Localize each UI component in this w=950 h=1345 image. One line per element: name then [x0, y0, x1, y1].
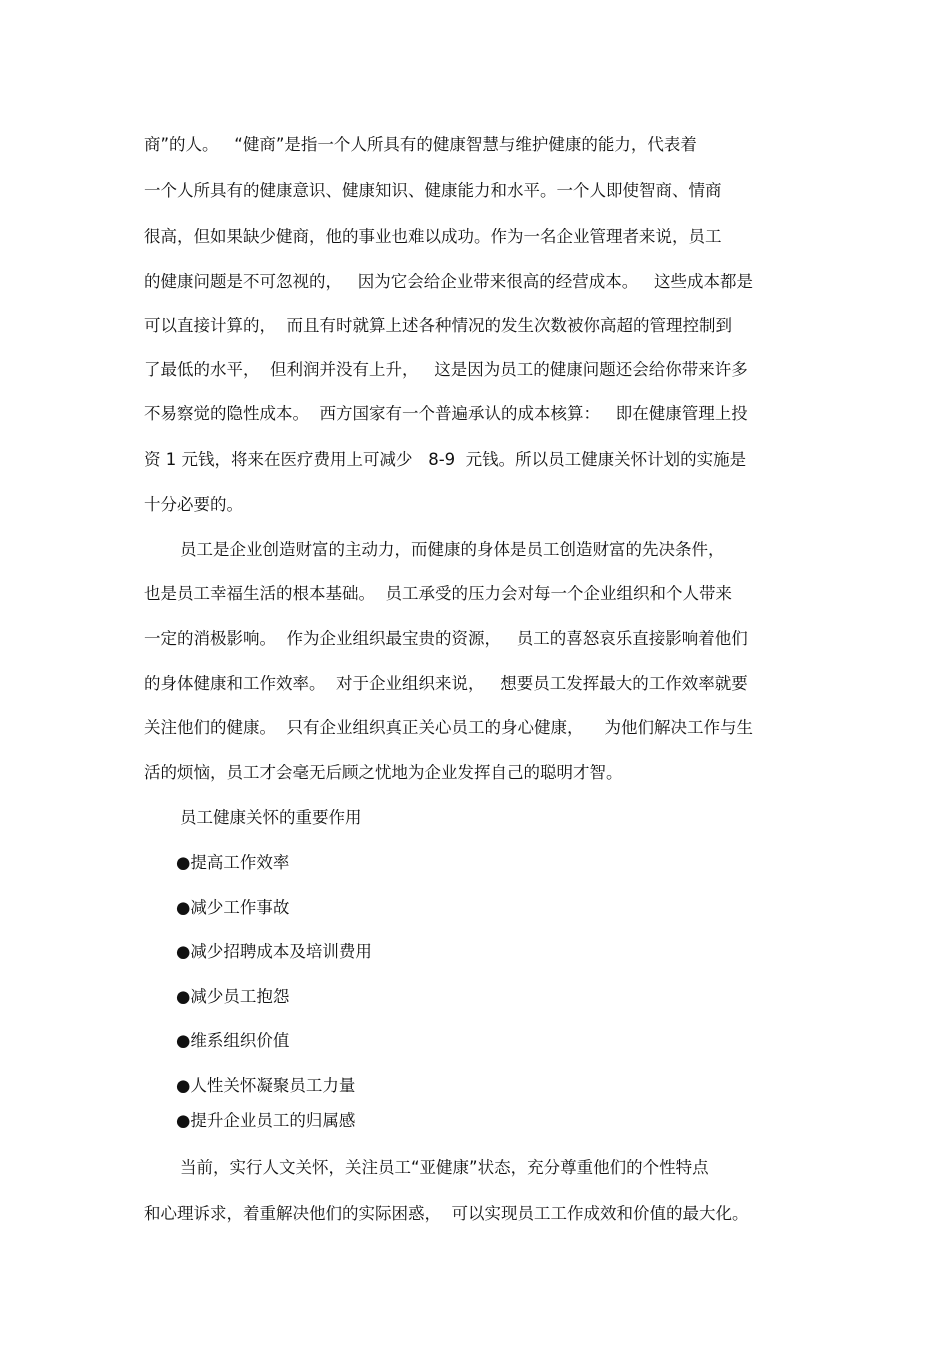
paragraph-1-line-6: 了最低的水平， 但利润并没有上升， 这是因为员工的健康问题还会给你带来许多	[144, 360, 748, 379]
list-item: ●提高工作效率	[176, 853, 290, 872]
paragraph-2-line-5: 关注他们的健康。 只有企业组织真正关心员工的身心健康， 为他们解决工作与生	[144, 718, 753, 737]
list-item: ●减少工作事故	[176, 898, 290, 917]
list-item: ●提升企业员工的归属感	[176, 1111, 356, 1130]
paragraph-2-line-4: 的身体健康和工作效率。 对于企业组织来说， 想要员工发挥最大的工作效率就要	[144, 674, 748, 693]
list-item: ●减少员工抱怨	[176, 987, 290, 1006]
paragraph-3-line-2: 和心理诉求，着重解决他们的实际困惑， 可以实现员工工作成效和价值的最大化。	[144, 1204, 749, 1223]
paragraph-2-line-1: 员工是企业创造财富的主动力，而健康的身体是员工创造财富的先决条件，	[180, 540, 725, 559]
paragraph-1-line-2: 一个人所具有的健康意识、健康知识、健康能力和水平。一个人即使智商、情商	[144, 181, 722, 200]
paragraph-2-line-2: 也是员工幸福生活的根本基础。 员工承受的压力会对每一个企业组织和个人带来	[144, 584, 732, 603]
list-item: ●人性关怀凝聚员工力量	[176, 1076, 356, 1095]
paragraph-1-line-8: 资 1 元钱，将来在医疗费用上可减少 8-9 元钱。所以员工健康关怀计划的实施是	[144, 450, 747, 469]
list-item: ●维系组织价值	[176, 1031, 290, 1050]
list-heading: 员工健康关怀的重要作用	[180, 808, 362, 827]
paragraph-1-line-1: 商”的人。 “健商”是指一个人所具有的健康智慧与维护健康的能力，代表着	[144, 135, 697, 154]
paragraph-2-line-6: 活的烦恼，员工才会毫无后顾之忧地为企业发挥自己的聪明才智。	[144, 763, 623, 782]
paragraph-2-line-3: 一定的消极影响。 作为企业组织最宝贵的资源， 员工的喜怒哀乐直接影响着他们	[144, 629, 748, 648]
paragraph-1-line-7: 不易察觉的隐性成本。 西方国家有一个普遍承认的成本核算： 即在健康管理上投	[144, 404, 748, 423]
paragraph-3-line-1: 当前，实行人文关怀，关注员工“亚健康”状态，充分尊重他们的个性特点	[180, 1158, 709, 1177]
list-item: ●减少招聘成本及培训费用	[176, 942, 372, 961]
paragraph-1-line-4: 的健康问题是不可忽视的， 因为它会给企业带来很高的经营成本。 这些成本都是	[144, 272, 753, 291]
paragraph-1-line-3: 很高，但如果缺少健商，他的事业也难以成功。作为一名企业管理者来说，员工	[144, 227, 722, 246]
paragraph-1-line-5: 可以直接计算的， 而且有时就算上述各种情况的发生次数被你高超的管理控制到	[144, 316, 732, 335]
paragraph-1-line-9: 十分必要的。	[144, 495, 243, 514]
